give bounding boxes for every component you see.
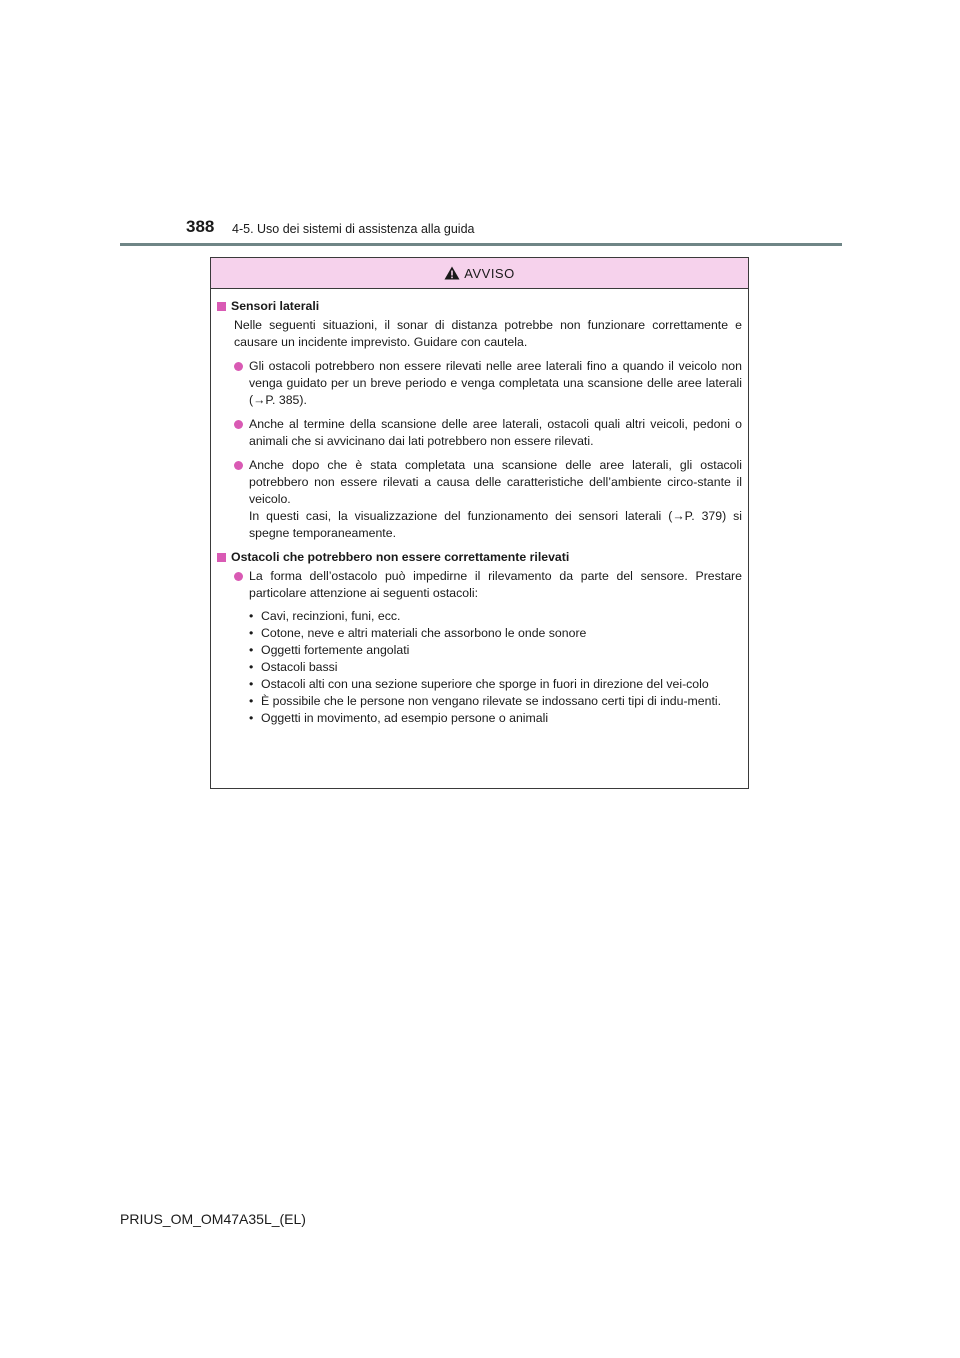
dot-marker: • <box>249 677 254 691</box>
bullet-text: Anche al termine della scansione delle aree laterali, ostacoli quali altri veicoli, pedoni o animali che si avvicinano dai lati potrebbero non essere rilevati. <box>249 417 742 448</box>
intro-paragraph: Nelle seguenti situazioni, il sonar di distanza potrebbe non funzionare correttamente e causare un incidente imprevisto. Guidare con cautela. <box>234 318 742 349</box>
dot-marker: • <box>249 660 254 674</box>
warning-title: AVVISO <box>464 265 515 281</box>
subhead-label: Sensori laterali <box>231 299 320 313</box>
bullet-text-main: Anche dopo che è stata completata una scansione delle aree laterali, gli ostacoli potrebbero non essere rilevati a causa delle caratteristiche dell’ambiente circo-stante il veicolo. <box>249 458 742 506</box>
bullet-text-tail: ) si spegne temporaneamente. <box>249 509 742 540</box>
page-reference-link[interactable]: →P. 385 <box>253 393 300 407</box>
sublist-text: È possibile che le persone non vengano rilevate se indossano certi tipi di indu-menti. <box>261 694 722 708</box>
sublist-text: Ostacoli alti con una sezione superiore che sporge in fuori in direzione del vei-colo <box>261 677 709 691</box>
dot-marker: • <box>249 626 254 640</box>
list-item <box>234 568 742 602</box>
round-bullet-icon <box>234 572 243 581</box>
warning-header <box>211 258 748 289</box>
sublist-item <box>249 642 742 659</box>
sublist-item <box>249 693 742 710</box>
section-title: 4-5. Uso dei sistemi di assistenza alla guida <box>232 222 475 236</box>
list-item <box>234 416 742 450</box>
round-bullet-icon <box>234 420 243 429</box>
sublist-item <box>249 676 742 693</box>
bullet-text-line2: In questi casi, la visualizzazione del funzionamento dei sensori laterali ( <box>249 509 673 523</box>
dot-marker: • <box>249 609 254 623</box>
square-bullet-icon <box>217 302 226 311</box>
sublist-text: Oggetti in movimento, ad esempio persone o animali <box>261 711 549 725</box>
sublist-text: Cotone, neve e altri materiali che assorbono le onde sonore <box>261 626 587 640</box>
bullet-text: La forma dell’ostacolo può impedirne il rilevamento da parte del sensore. Prestare particolare attenzione ai seguenti ostacoli: <box>249 569 742 600</box>
round-bullet-icon <box>234 461 243 470</box>
bullet-text <box>249 358 742 409</box>
bullet-text-main: Gli ostacoli potrebbero non essere rilevati nelle aree laterali fino a quando il veicolo non venga guidato per un breve periodo e venga completata una scansione delle aree laterali ( <box>249 359 742 407</box>
square-bullet-icon <box>217 553 226 562</box>
obstacle-sublist <box>249 608 742 727</box>
subhead-ostacoli <box>217 549 742 566</box>
warning-body <box>211 289 748 727</box>
sublist-item <box>249 608 742 625</box>
page-reference-link[interactable]: →P. 379 <box>672 509 723 523</box>
sublist-text: Ostacoli bassi <box>261 660 338 674</box>
bullet-text-tail: ). <box>299 393 307 407</box>
dot-marker: • <box>249 711 254 725</box>
subhead-sensori-laterali <box>217 298 742 315</box>
header-rule <box>120 243 842 246</box>
footer-doc-code: PRIUS_OM_OM47A35L_(EL) <box>120 1211 306 1227</box>
dot-marker: • <box>249 643 254 657</box>
sublist-item <box>249 625 742 642</box>
list-item <box>234 457 742 542</box>
warning-box <box>210 257 749 789</box>
bullet-text <box>249 457 742 542</box>
dot-marker: • <box>249 694 254 708</box>
sublist-item <box>249 659 742 676</box>
page-number: 388 <box>186 217 215 236</box>
subhead-label: Ostacoli che potrebbero non essere correttamente rilevati <box>231 550 570 564</box>
sublist-text: Oggetti fortemente angolati <box>261 643 410 657</box>
sublist-item <box>249 710 742 727</box>
round-bullet-icon <box>234 362 243 371</box>
sublist-text: Cavi, recinzioni, funi, ecc. <box>261 609 401 623</box>
warning-triangle-icon <box>444 266 460 280</box>
list-item <box>234 358 742 409</box>
